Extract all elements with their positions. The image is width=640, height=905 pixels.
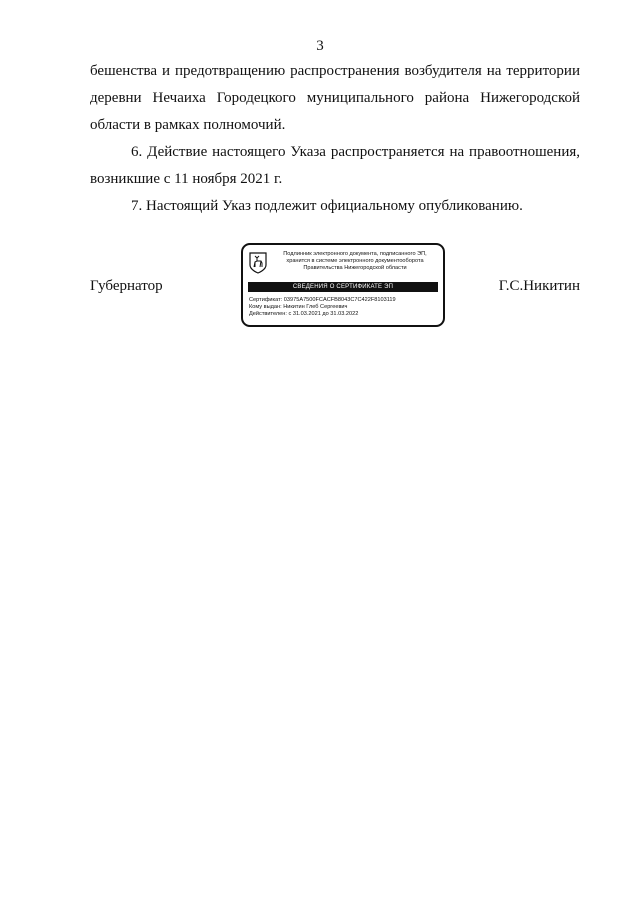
certificate-validity: Действителен: с 31.03.2021 до 31.03.2022 xyxy=(249,311,359,317)
certificate-info-bar: СВЕДЕНИЯ О СЕРТИФИКАТЕ ЭП xyxy=(248,282,438,292)
paragraph-line: бешенства и предотвращению распространения возбудителя на территории xyxy=(90,63,580,79)
paragraph-item-6: 6. Действие настоящего Указа распространяется на правоотношения, xyxy=(131,144,580,160)
signer-name: Г.С.Никитин xyxy=(498,278,580,294)
paragraph-item-7: 7. Настоящий Указ подлежит официальному опубликованию. xyxy=(131,198,523,214)
signer-position: Губернатор xyxy=(90,278,163,294)
document-body xyxy=(90,58,580,220)
stamp-header-line: Правительства Нижегородской области xyxy=(303,265,407,271)
certificate-number: Сертификат: 03975A7500FCACFB8043C7C422F8103119 xyxy=(249,297,396,303)
paragraph-line: деревни Нечаиха Городецкого муниципального района Нижегородской xyxy=(90,90,580,106)
stamp-header xyxy=(267,251,443,272)
paragraph-line: области в рамках полномочий. xyxy=(90,117,286,133)
certificate-details xyxy=(249,297,441,318)
stamp-header-line: Подлинник электронного документа, подписанного ЭП, xyxy=(283,251,427,257)
page-number: 3 xyxy=(316,38,324,54)
certificate-owner: Кому выдан: Никитин Глеб Сергеевич xyxy=(249,304,348,310)
paragraph-line: возникшие с 11 ноября 2021 г. xyxy=(90,171,283,187)
deer-coat-of-arms-icon xyxy=(249,252,267,274)
stamp-header-line: хранится в системе электронного документооборота xyxy=(286,258,424,264)
electronic-signature-stamp xyxy=(241,243,445,327)
